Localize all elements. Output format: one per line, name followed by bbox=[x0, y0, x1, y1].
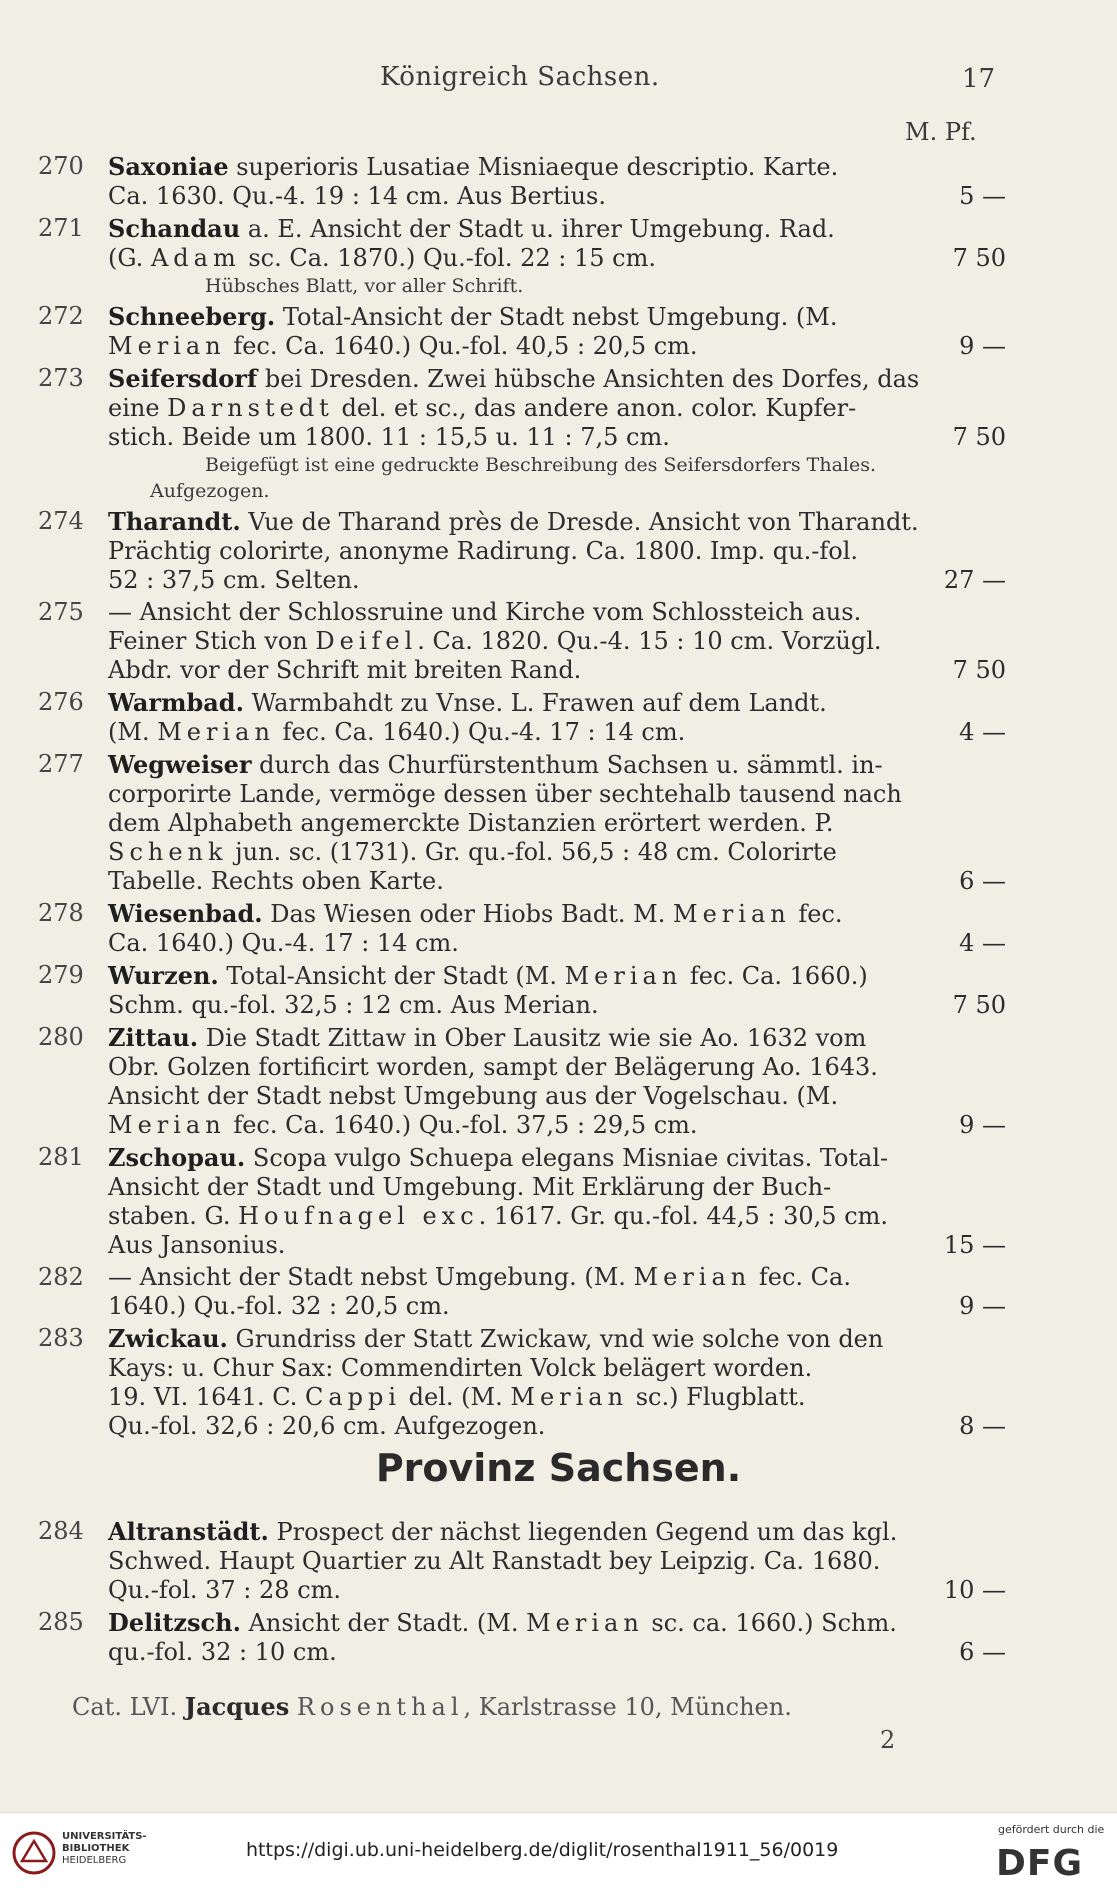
viewer-footer-bar bbox=[0, 1812, 1117, 1892]
entry-price: 5 — bbox=[959, 182, 1006, 210]
entry-number: 282 bbox=[38, 1263, 84, 1291]
signature-mark: 2 bbox=[880, 1726, 896, 1754]
entry-note: Beigefügt ist eine gedruckte Beschreibung des Seifersdorfers Thales. bbox=[205, 454, 877, 476]
entry-keyword: Zwickau. bbox=[108, 1324, 228, 1353]
catalog-entry bbox=[0, 1324, 1117, 1441]
entry-text: staben. G. bbox=[108, 1202, 239, 1230]
page-footer bbox=[72, 1692, 792, 1721]
entry-line bbox=[0, 961, 988, 991]
entry-line bbox=[0, 598, 988, 627]
entry-text: — Ansicht der Stadt nebst Umgebung. (M. bbox=[108, 1263, 634, 1291]
entry-text: Qu.-fol. 37 : 28 cm. bbox=[108, 1576, 342, 1604]
currency-label: M. Pf. bbox=[905, 118, 977, 146]
entry-line bbox=[0, 1082, 988, 1111]
library-name bbox=[62, 1831, 147, 1867]
entry-keyword: Wegweiser bbox=[108, 750, 252, 779]
spaced-name: Houfnagel exc bbox=[238, 1202, 479, 1230]
entry-price: 7 50 bbox=[952, 991, 1006, 1019]
entry-line bbox=[0, 566, 1006, 595]
entry-price: 27 — bbox=[943, 566, 1006, 594]
entry-line bbox=[0, 1023, 988, 1053]
library-line-1: UNIVERSITÄTS- bbox=[62, 1831, 147, 1842]
spaced-name: Cappi bbox=[304, 1383, 402, 1411]
entry-text: a. E. Ansicht der Stadt u. ihrer Umgebung. Rad. bbox=[240, 215, 835, 243]
entry-line bbox=[0, 1173, 988, 1202]
entry-line bbox=[0, 1638, 1006, 1667]
entry-text: Ca. 1640.) Qu.-4. 17 : 14 cm. bbox=[108, 929, 459, 957]
spaced-name: Merian bbox=[108, 1111, 226, 1139]
entry-text: Schm. qu.-fol. 32,5 : 12 cm. Aus Merian. bbox=[108, 991, 599, 1019]
entry-line bbox=[0, 929, 1006, 958]
entry-keyword: Schandau bbox=[108, 214, 241, 243]
entry-line bbox=[0, 688, 988, 718]
entry-text: Scopa vulgo Schuepa elegans Misniae civitas. Total- bbox=[245, 1144, 889, 1172]
entry-number: 279 bbox=[38, 961, 84, 989]
page-number: 17 bbox=[962, 64, 996, 94]
entry-line bbox=[0, 1053, 988, 1082]
entry-number: 273 bbox=[38, 364, 84, 392]
entry-text: 52 : 37,5 cm. Selten. bbox=[108, 566, 360, 594]
entry-number: 281 bbox=[38, 1143, 84, 1171]
entry-line bbox=[0, 507, 988, 537]
catalog-entry bbox=[0, 507, 1117, 595]
catalog-entry bbox=[0, 688, 1117, 747]
entry-text: Prospect der nächst liegenden Gegend um das kgl. bbox=[268, 1518, 898, 1546]
catalog-entry bbox=[0, 1608, 1117, 1667]
entry-price: 10 — bbox=[943, 1576, 1006, 1604]
entry-line bbox=[0, 656, 1006, 685]
entry-text: Grundriss der Statt Zwickaw, vnd wie solche von den bbox=[227, 1325, 884, 1353]
catalog-list bbox=[0, 152, 1117, 1444]
entry-line bbox=[0, 1412, 1006, 1441]
entry-line bbox=[0, 899, 988, 929]
entry-text: qu.-fol. 32 : 10 cm. bbox=[108, 1638, 337, 1666]
entry-line bbox=[0, 780, 988, 809]
entry-number: 270 bbox=[38, 152, 84, 180]
entry-text: fec. Ca. 1640.) Qu.-fol. 40,5 : 20,5 cm. bbox=[225, 332, 698, 360]
running-head: Königreich Sachsen. bbox=[380, 62, 660, 92]
entry-text: bei Dresden. Zwei hübsche Ansichten des Dorfes, das bbox=[257, 365, 920, 393]
entry-text: sc. ca. 1660.) Schm. bbox=[643, 1609, 897, 1637]
entry-line bbox=[0, 1202, 988, 1231]
catalog-entry bbox=[0, 1023, 1117, 1140]
entry-price: 15 — bbox=[943, 1231, 1006, 1259]
entry-text: Ca. 1630. Qu.-4. 19 : 14 cm. Aus Bertius. bbox=[108, 182, 606, 210]
entry-line bbox=[0, 182, 1006, 211]
entry-text: dem Alphabeth angemerckte Distanzien erörtert werden. P. bbox=[108, 809, 834, 837]
entry-text: Prächtig colorirte, anonyme Radirung. Ca. 1800. Imp. qu.-fol. bbox=[108, 537, 858, 565]
entry-number: 280 bbox=[38, 1023, 84, 1051]
entry-keyword: Warmbad. bbox=[108, 688, 244, 717]
catalog-entry bbox=[0, 1517, 1117, 1605]
spaced-name: Schenk bbox=[108, 838, 228, 866]
entry-text: superioris Lusatiae Misniaeque descriptio. Karte. bbox=[228, 153, 839, 181]
entry-text: sc.) Flugblatt. bbox=[628, 1383, 806, 1411]
entry-text: Vue de Tharand près de Dresde. Ansicht von Tharandt. bbox=[240, 508, 919, 536]
catalog-entry bbox=[0, 1263, 1117, 1321]
entry-price: 7 50 bbox=[952, 656, 1006, 684]
entry-line bbox=[0, 1547, 988, 1576]
spaced-name: Merian bbox=[108, 332, 226, 360]
catalog-entry bbox=[0, 302, 1117, 361]
entry-keyword: Seifersdorf bbox=[108, 364, 258, 393]
entry-line bbox=[0, 244, 1006, 273]
entry-price: 4 — bbox=[959, 929, 1006, 957]
entry-number: 285 bbox=[38, 1608, 84, 1636]
catalog-number: Cat. LVI. bbox=[72, 1693, 178, 1721]
entry-keyword: Tharandt. bbox=[108, 507, 241, 536]
entry-text: Aus Jansonius. bbox=[108, 1231, 286, 1259]
entry-price: 7 50 bbox=[952, 244, 1006, 272]
permalink[interactable]: https://digi.ub.uni-heidelberg.de/diglit/rosenthal1911_56/0019 bbox=[246, 1839, 839, 1861]
entry-text: eine bbox=[108, 394, 168, 422]
entry-text: Ansicht der Stadt. (M. bbox=[240, 1609, 527, 1637]
entry-keyword: Zittau. bbox=[108, 1023, 199, 1052]
entry-number: 284 bbox=[38, 1517, 84, 1545]
entry-price: 6 — bbox=[959, 867, 1006, 895]
entry-text: del. (M. bbox=[401, 1383, 511, 1411]
catalog-entry bbox=[0, 1143, 1117, 1260]
firm-address: , Karlstrasse 10, München. bbox=[463, 1693, 792, 1721]
spaced-name: Darnstedt bbox=[167, 394, 334, 422]
entry-line bbox=[0, 302, 988, 332]
entry-text: . Ca. 1820. Qu.-4. 15 : 10 cm. Vorzügl. bbox=[417, 627, 882, 655]
entry-number: 271 bbox=[38, 214, 84, 242]
catalog-entry bbox=[0, 598, 1117, 685]
spaced-name: Merian bbox=[157, 718, 275, 746]
entry-text: Qu.-fol. 32,6 : 20,6 cm. Aufgezogen. bbox=[108, 1412, 546, 1440]
library-line-3: HEIDELBERG bbox=[62, 1855, 127, 1866]
entry-text: 19. VI. 1641. C. bbox=[108, 1383, 305, 1411]
entry-number: 274 bbox=[38, 507, 84, 535]
entry-keyword: Wurzen. bbox=[108, 961, 219, 990]
entry-keyword: Schneeberg. bbox=[108, 302, 276, 331]
entry-text: jun. sc. (1731). Gr. qu.-fol. 56,5 : 48 cm. Colorirte bbox=[227, 838, 837, 866]
entry-line bbox=[0, 991, 1006, 1020]
entry-price: 9 — bbox=[959, 1111, 1006, 1139]
entry-note: Hübsches Blatt, vor aller Schrift. bbox=[205, 275, 524, 297]
entry-text: sc. Ca. 1870.) Qu.-fol. 22 : 15 cm. bbox=[240, 244, 656, 272]
catalog-entry bbox=[0, 899, 1117, 958]
entry-price: 9 — bbox=[959, 332, 1006, 360]
entry-number: 277 bbox=[38, 750, 84, 778]
entry-price: 8 — bbox=[959, 1412, 1006, 1440]
spaced-name: Merian bbox=[673, 900, 791, 928]
entry-line bbox=[0, 1324, 988, 1354]
entry-line bbox=[0, 1292, 1006, 1321]
spaced-name: Deifel bbox=[315, 627, 418, 655]
entry-number: 275 bbox=[38, 598, 84, 626]
entry-text: stich. Beide um 1800. 11 : 15,5 u. 11 : 7,5 cm. bbox=[108, 423, 670, 451]
entry-note: Aufgezogen. bbox=[150, 480, 270, 502]
entry-line bbox=[0, 627, 988, 656]
entry-text: Obr. Golzen fortificirt worden, sampt der Belägerung Ao. 1643. bbox=[108, 1053, 878, 1081]
spaced-name: Merian bbox=[633, 1263, 752, 1291]
entry-text: Schwed. Haupt Quartier zu Alt Ranstadt bey Leipzig. Ca. 1680. bbox=[108, 1547, 881, 1575]
catalog-entry bbox=[0, 364, 1117, 504]
entry-keyword: Saxoniae bbox=[108, 152, 229, 181]
spaced-name: Merian bbox=[564, 962, 683, 990]
entry-line bbox=[0, 867, 1006, 896]
entry-line bbox=[0, 364, 988, 394]
entry-text: Ansicht der Stadt und Umgebung. Mit Erklärung der Buch- bbox=[108, 1173, 832, 1201]
entry-text: Total-Ansicht der Stadt nebst Umgebung. (M. bbox=[275, 303, 838, 331]
entry-price: 9 — bbox=[959, 1292, 1006, 1320]
entry-line bbox=[0, 1231, 1006, 1260]
catalog-list-provinz bbox=[0, 1517, 1117, 1670]
entry-text: Die Stadt Zittaw in Ober Lausitz wie sie Ao. 1632 vom bbox=[198, 1024, 867, 1052]
spaced-name: Adam bbox=[150, 244, 241, 272]
entry-line bbox=[0, 809, 988, 838]
catalog-entry bbox=[0, 152, 1117, 211]
entry-line bbox=[0, 1263, 988, 1292]
entry-text: (M. bbox=[108, 718, 158, 746]
entry-text: Feiner Stich von bbox=[108, 627, 316, 655]
entry-text: Total-Ansicht der Stadt (M. bbox=[218, 962, 565, 990]
entry-text: durch das Churfürstenthum Sachsen u. sämmtl. in- bbox=[251, 751, 883, 779]
entry-number: 283 bbox=[38, 1324, 84, 1352]
spaced-name: Merian bbox=[526, 1609, 644, 1637]
entry-keyword: Zschopau. bbox=[108, 1143, 246, 1172]
entry-line bbox=[0, 1383, 988, 1412]
entry-line bbox=[0, 394, 988, 423]
catalog-entry bbox=[0, 214, 1117, 299]
entry-text: Kays: u. Chur Sax: Commendirten Volck belägert worden. bbox=[108, 1354, 813, 1382]
entry-price: 4 — bbox=[959, 718, 1006, 746]
entry-text: corporirte Lande, vermöge dessen über sechtehalb tausend nach bbox=[108, 780, 902, 808]
spaced-name: Merian bbox=[510, 1383, 629, 1411]
entry-line bbox=[0, 423, 1006, 452]
entry-line bbox=[0, 1354, 988, 1383]
entry-text: — Ansicht der Schlossruine und Kirche vom Schlossteich aus. bbox=[108, 598, 862, 626]
entry-text: fec. bbox=[790, 900, 843, 928]
entry-text: Abdr. vor der Schrift mit breiten Rand. bbox=[108, 656, 582, 684]
entry-text: Das Wiesen oder Hiobs Badt. M. bbox=[262, 900, 674, 928]
entry-line bbox=[0, 718, 1006, 747]
entry-line bbox=[0, 537, 988, 566]
entry-keyword: Delitzsch. bbox=[108, 1608, 241, 1637]
entry-text: (G. bbox=[108, 244, 151, 272]
entry-line bbox=[0, 1608, 988, 1638]
entry-text: del. et sc., das andere anon. color. Kupfer- bbox=[333, 394, 857, 422]
entry-line bbox=[0, 1143, 988, 1173]
entry-number: 276 bbox=[38, 688, 84, 716]
entry-line bbox=[0, 1517, 988, 1547]
entry-line bbox=[0, 1111, 1006, 1140]
entry-line bbox=[0, 1576, 1006, 1605]
entry-line bbox=[0, 152, 988, 182]
firm-surname: Rosenthal bbox=[296, 1693, 464, 1721]
dfg-logo: DFG bbox=[996, 1843, 1084, 1884]
section-heading: Provinz Sachsen. bbox=[375, 1446, 742, 1490]
library-line-2: BIBLIOTHEK bbox=[62, 1843, 130, 1854]
entry-price: 7 50 bbox=[952, 423, 1006, 451]
entry-number: 278 bbox=[38, 899, 84, 927]
entry-text: Ansicht der Stadt nebst Umgebung aus der Vogelschau. (M. bbox=[108, 1082, 839, 1110]
entry-line bbox=[0, 838, 988, 867]
entry-keyword: Wiesenbad. bbox=[108, 899, 263, 928]
firm-name: Jacques bbox=[184, 1692, 290, 1721]
entry-text: 1640.) Qu.-fol. 32 : 20,5 cm. bbox=[108, 1292, 450, 1320]
entry-text: fec. Ca. bbox=[751, 1263, 851, 1291]
entry-text: Warmbahdt zu Vnse. L. Frawen auf dem Landt. bbox=[243, 689, 827, 717]
university-seal-icon bbox=[12, 1831, 56, 1875]
entry-text: fec. Ca. 1640.) Qu.-fol. 37,5 : 29,5 cm. bbox=[225, 1111, 698, 1139]
entry-text: . 1617. Gr. qu.-fol. 44,5 : 30,5 cm. bbox=[478, 1202, 889, 1230]
entry-text: fec. Ca. 1640.) Qu.-4. 17 : 14 cm. bbox=[274, 718, 686, 746]
funded-by-label: gefördert durch die bbox=[998, 1823, 1105, 1836]
entry-keyword: Altranstädt. bbox=[108, 1517, 269, 1546]
entry-line bbox=[0, 332, 1006, 361]
catalog-entry bbox=[0, 961, 1117, 1020]
entry-line bbox=[0, 214, 988, 244]
entry-text: fec. Ca. 1660.) bbox=[682, 962, 868, 990]
entry-text: Tabelle. Rechts oben Karte. bbox=[108, 867, 444, 895]
catalog-entry bbox=[0, 750, 1117, 896]
entry-number: 272 bbox=[38, 302, 84, 330]
entry-line bbox=[0, 750, 988, 780]
entry-price: 6 — bbox=[959, 1638, 1006, 1666]
